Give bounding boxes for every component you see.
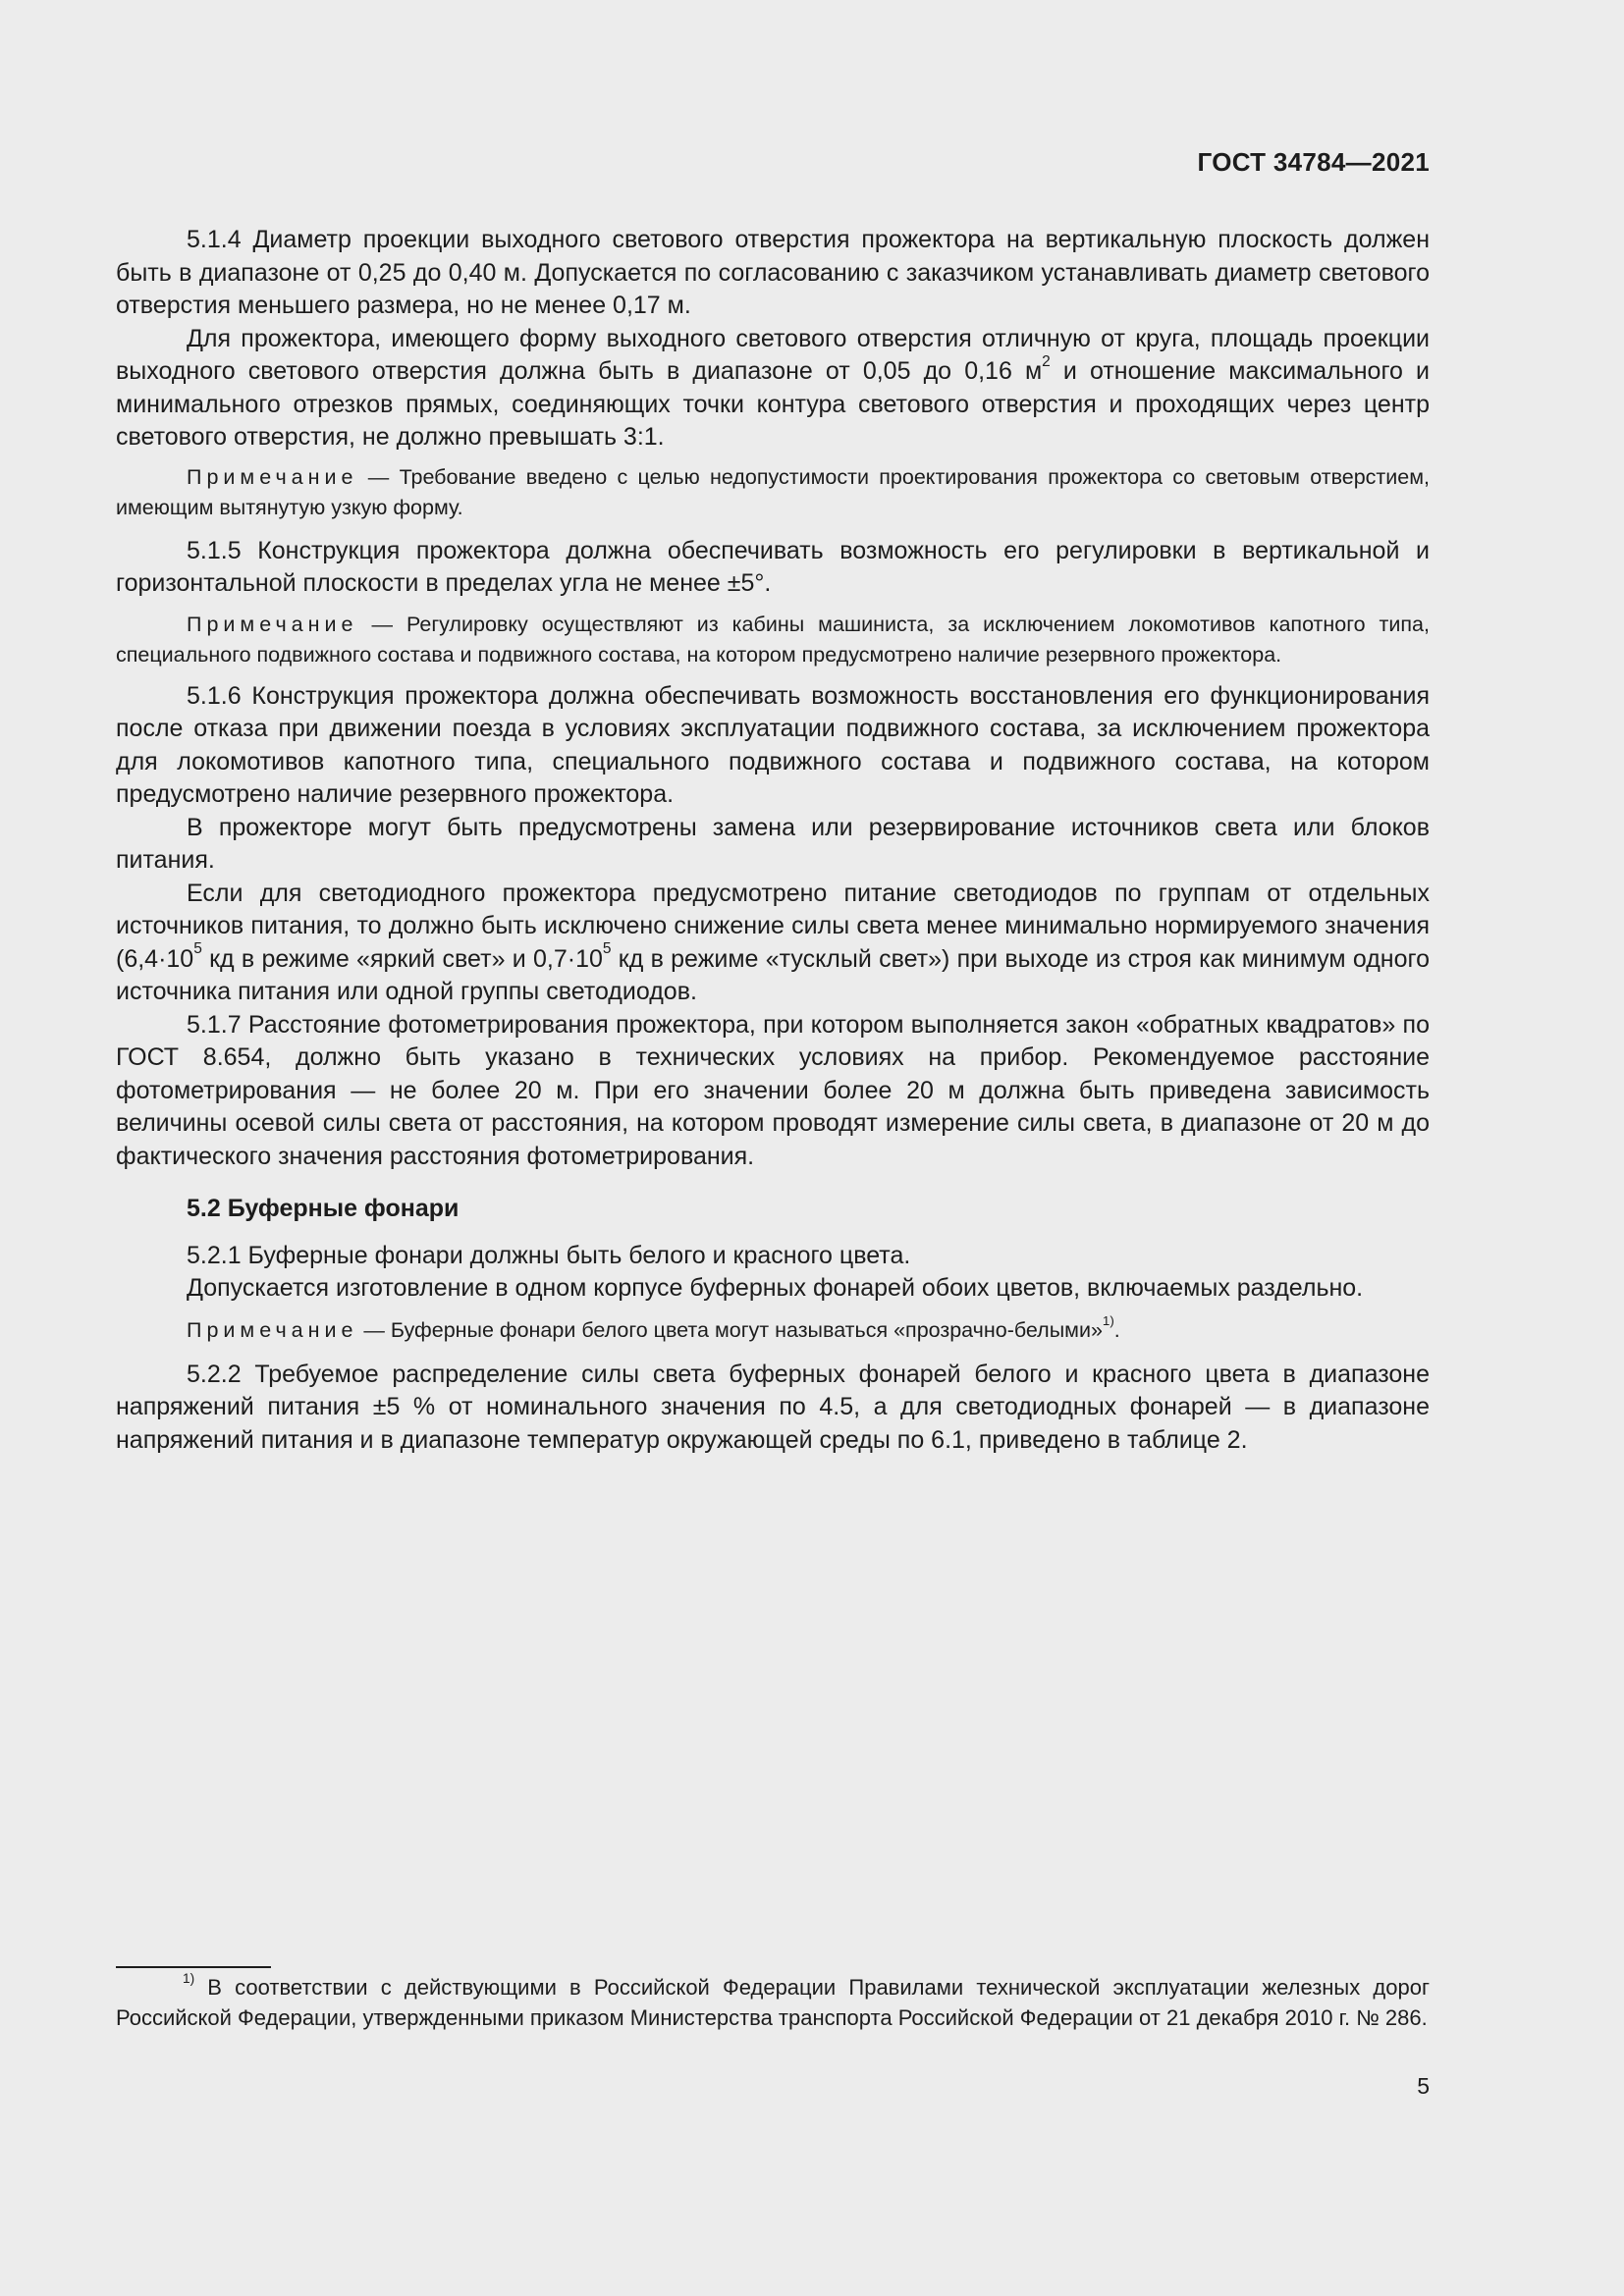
section-title-5-2: 5.2 Буферные фонари — [187, 1195, 460, 1222]
document-id-header: ГОСТ 34784—2021 — [1197, 147, 1430, 177]
footnote-text: В соответствии с действующими в Российской Федерации Правилами технической эксплуатации железных дорог Российской Федерации, утвержденными приказом Министерства транспорта Российской Федерации от 21 декабря 2010 г. № 286. — [116, 1975, 1430, 2030]
paragraph-text: Для прожектора, имеющего форму выходного светового отверстия отличную от круга, площадь проекции выходного светового отверстия должна быть в диапазоне от 0,05 до 0,16 м — [116, 324, 1430, 385]
paragraph-5-1-6: 5.1.6 Конструкция прожектора должна обеспечивать возможность восстановления его функционирования после отказа при движении поезда в условиях эксплуатации подвижного состава, за исключением прожектора для локомотивов капотного типа, специального подвижного состава и подвижного состава, на котором предусмотрено наличие резервного прожектора. — [116, 681, 1430, 808]
note-2 — [116, 610, 1430, 670]
paragraph-5-2-1: 5.2.1 Буферные фонари должны быть белого и красного цвета. — [187, 1241, 911, 1269]
footnote-reference: 1) — [1102, 1313, 1114, 1329]
paragraph-5-1-5: 5.1.5 Конструкция прожектора должна обеспечивать возможность его регулировки в вертикальной и горизонтальной плоскости в пределах угла не менее ±5°. — [116, 536, 1430, 597]
paragraph-text: кд в режиме «тусклый свет») при выходе из строя как минимум одного источника питания или одной группы светодиодов. — [116, 944, 1430, 1005]
superscript: 5 — [602, 940, 612, 958]
note-label: Примечание — [187, 1317, 358, 1342]
paragraph-5-2-2: 5.2.2 Требуемое распределение силы света буферных фонарей белого и красного цвета в диапазоне напряжений питания ±5 % от номинального значения по 4.5, а для светодиодных фонарей — в диапазоне напряжений питания и в диапазоне температур окружающей среды по 6.1, приведено в таблице 2. — [116, 1360, 1430, 1454]
note-text: — Требование введено с целью недопустимости проектирования прожектора со световым отверстием, имеющим вытянутую узкую форму. — [116, 464, 1430, 519]
footnote-marker: 1) — [183, 1971, 195, 1987]
paragraph-5-2-1-housing: Допускается изготовление в одном корпусе буферных фонарей обоих цветов, включаемых раздельно. — [187, 1274, 1364, 1302]
paragraph-text: Если для светодиодного прожектора предусмотрено питание светодиодов по группам от отдельных источников питания, то должно быть исключено снижение силы света менее минимально нормируемого значения (6,4·10 — [116, 879, 1430, 973]
document-body — [116, 224, 1430, 1457]
note-3 — [116, 1315, 1430, 1346]
note-label: Примечание — [187, 612, 358, 636]
superscript: 5 — [193, 940, 202, 958]
paragraph-5-1-7: 5.1.7 Расстояние фотометрирования прожектора, при котором выполняется закон «обратных квадратов» по ГОСТ 8.654, должно быть указано в технических условиях на прибор. Рекомендуемое расстояние фотометрирования — не более 20 м. При его значении более 20 м должна быть приведена зависимость величины осевой силы света от расстояния, на котором проводят измерение силы света, в диапазоне от 20 м до фактического значения расстояния фотометрирования. — [116, 1010, 1430, 1170]
superscript: 2 — [1042, 352, 1051, 370]
note-1 — [116, 462, 1430, 523]
paragraph-5-1-6-led — [116, 878, 1430, 1009]
footnote-divider — [116, 1966, 271, 1968]
note-label: Примечание — [187, 464, 358, 489]
note-text: — Буферные фонари белого цвета могут называться «прозрачно-белыми» — [357, 1317, 1103, 1342]
paragraph-5-1-4: 5.1.4 Диаметр проекции выходного светового отверстия прожектора на вертикальную плоскость должен быть в диапазоне от 0,25 до 0,40 м. Допускается по согласованию с заказчиком устанавливать диаметр светового отверстия меньшего размера, но не менее 0,17 м. — [116, 226, 1430, 319]
note-text: . — [1113, 1317, 1120, 1342]
paragraph-text: кд в режиме «яркий свет» и 0,7·10 — [201, 944, 603, 973]
paragraph-5-1-6-reserve: В прожекторе могут быть предусмотрены замена или резервирование источников света или блоков питания. — [116, 813, 1430, 874]
note-text: — Регулировку осуществляют из кабины машиниста, за исключением локомотивов капотного типа, специального подвижного состава и подвижного состава, на котором предусмотрено наличие резервного прожектора. — [116, 612, 1430, 667]
paragraph-text: и отношение максимального и минимального отрезков прямых, соединяющих точки контура светового отверстия и проходящих через центр светового отверстия, не должно превышать 3:1. — [116, 357, 1430, 451]
footnote — [116, 1972, 1430, 2033]
paragraph-5-1-4-shape — [116, 323, 1430, 454]
page-number: 5 — [1417, 2073, 1430, 2099]
